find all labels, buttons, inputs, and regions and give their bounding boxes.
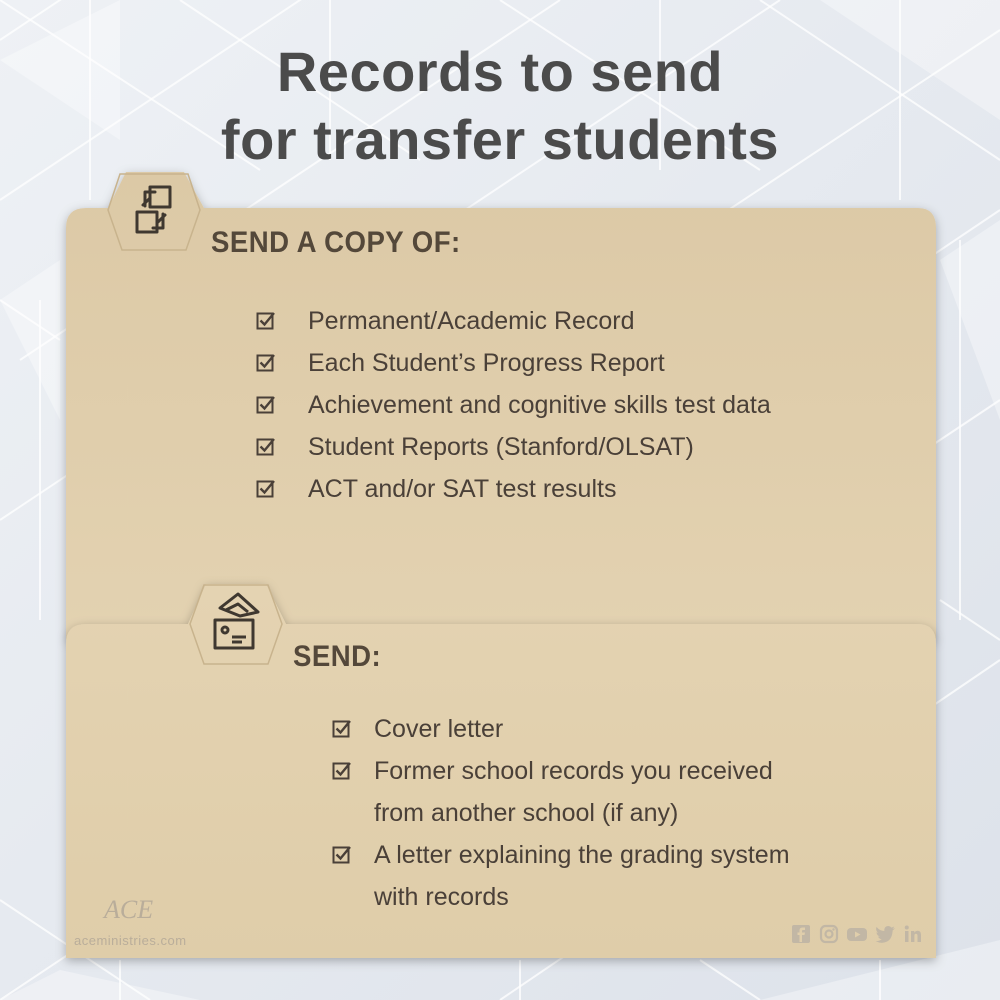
transfer-arrows-icon [133,184,175,236]
list-item-text: ACT and/or SAT test results [308,475,617,503]
checkbox-icon [256,311,276,331]
instagram-icon[interactable] [818,924,840,946]
section-heading-send-copy: SEND A COPY OF: [211,226,461,259]
list-item [256,472,771,514]
list-item [256,304,771,346]
list-item [332,834,790,918]
checkbox-icon [332,719,352,739]
facebook-icon[interactable] [790,924,812,946]
list-item-text: Each Student’s Progress Report [308,349,665,377]
list-item [332,750,790,834]
twitter-icon[interactable] [874,924,896,946]
social-icons [790,924,924,946]
section-heading-send: SEND: [293,640,382,673]
list-item-text: Former school records you received [374,757,773,785]
list-item [256,346,771,388]
list-item [332,708,790,750]
send-list [332,708,790,918]
checkbox-icon [256,353,276,373]
mail-envelope-icon [212,590,262,654]
website-link[interactable]: aceministries.com [74,933,187,948]
checkbox-icon [332,845,352,865]
checkbox-icon [256,437,276,457]
title-line-1: Records to send [276,40,724,103]
list-item-text-continued: from another school (if any) [374,799,679,827]
title-line-2: for transfer students [220,108,780,171]
list-item [256,388,771,430]
list-item [256,430,771,472]
linkedin-icon[interactable] [902,924,924,946]
list-item-text: Student Reports (Stanford/OLSAT) [308,433,694,461]
list-item-text-continued: with records [374,883,509,911]
send-copy-list [256,304,771,514]
checkbox-icon [256,479,276,499]
list-item-text: Permanent/Academic Record [308,307,635,335]
checkbox-icon [332,761,352,781]
list-item-text: Achievement and cognitive skills test data [308,391,771,419]
checkbox-icon [256,395,276,415]
list-item-text: A letter explaining the grading system [374,841,790,869]
list-item-text: Cover letter [374,715,504,743]
ace-logo: ACE [104,895,154,924]
youtube-icon[interactable] [846,924,868,946]
